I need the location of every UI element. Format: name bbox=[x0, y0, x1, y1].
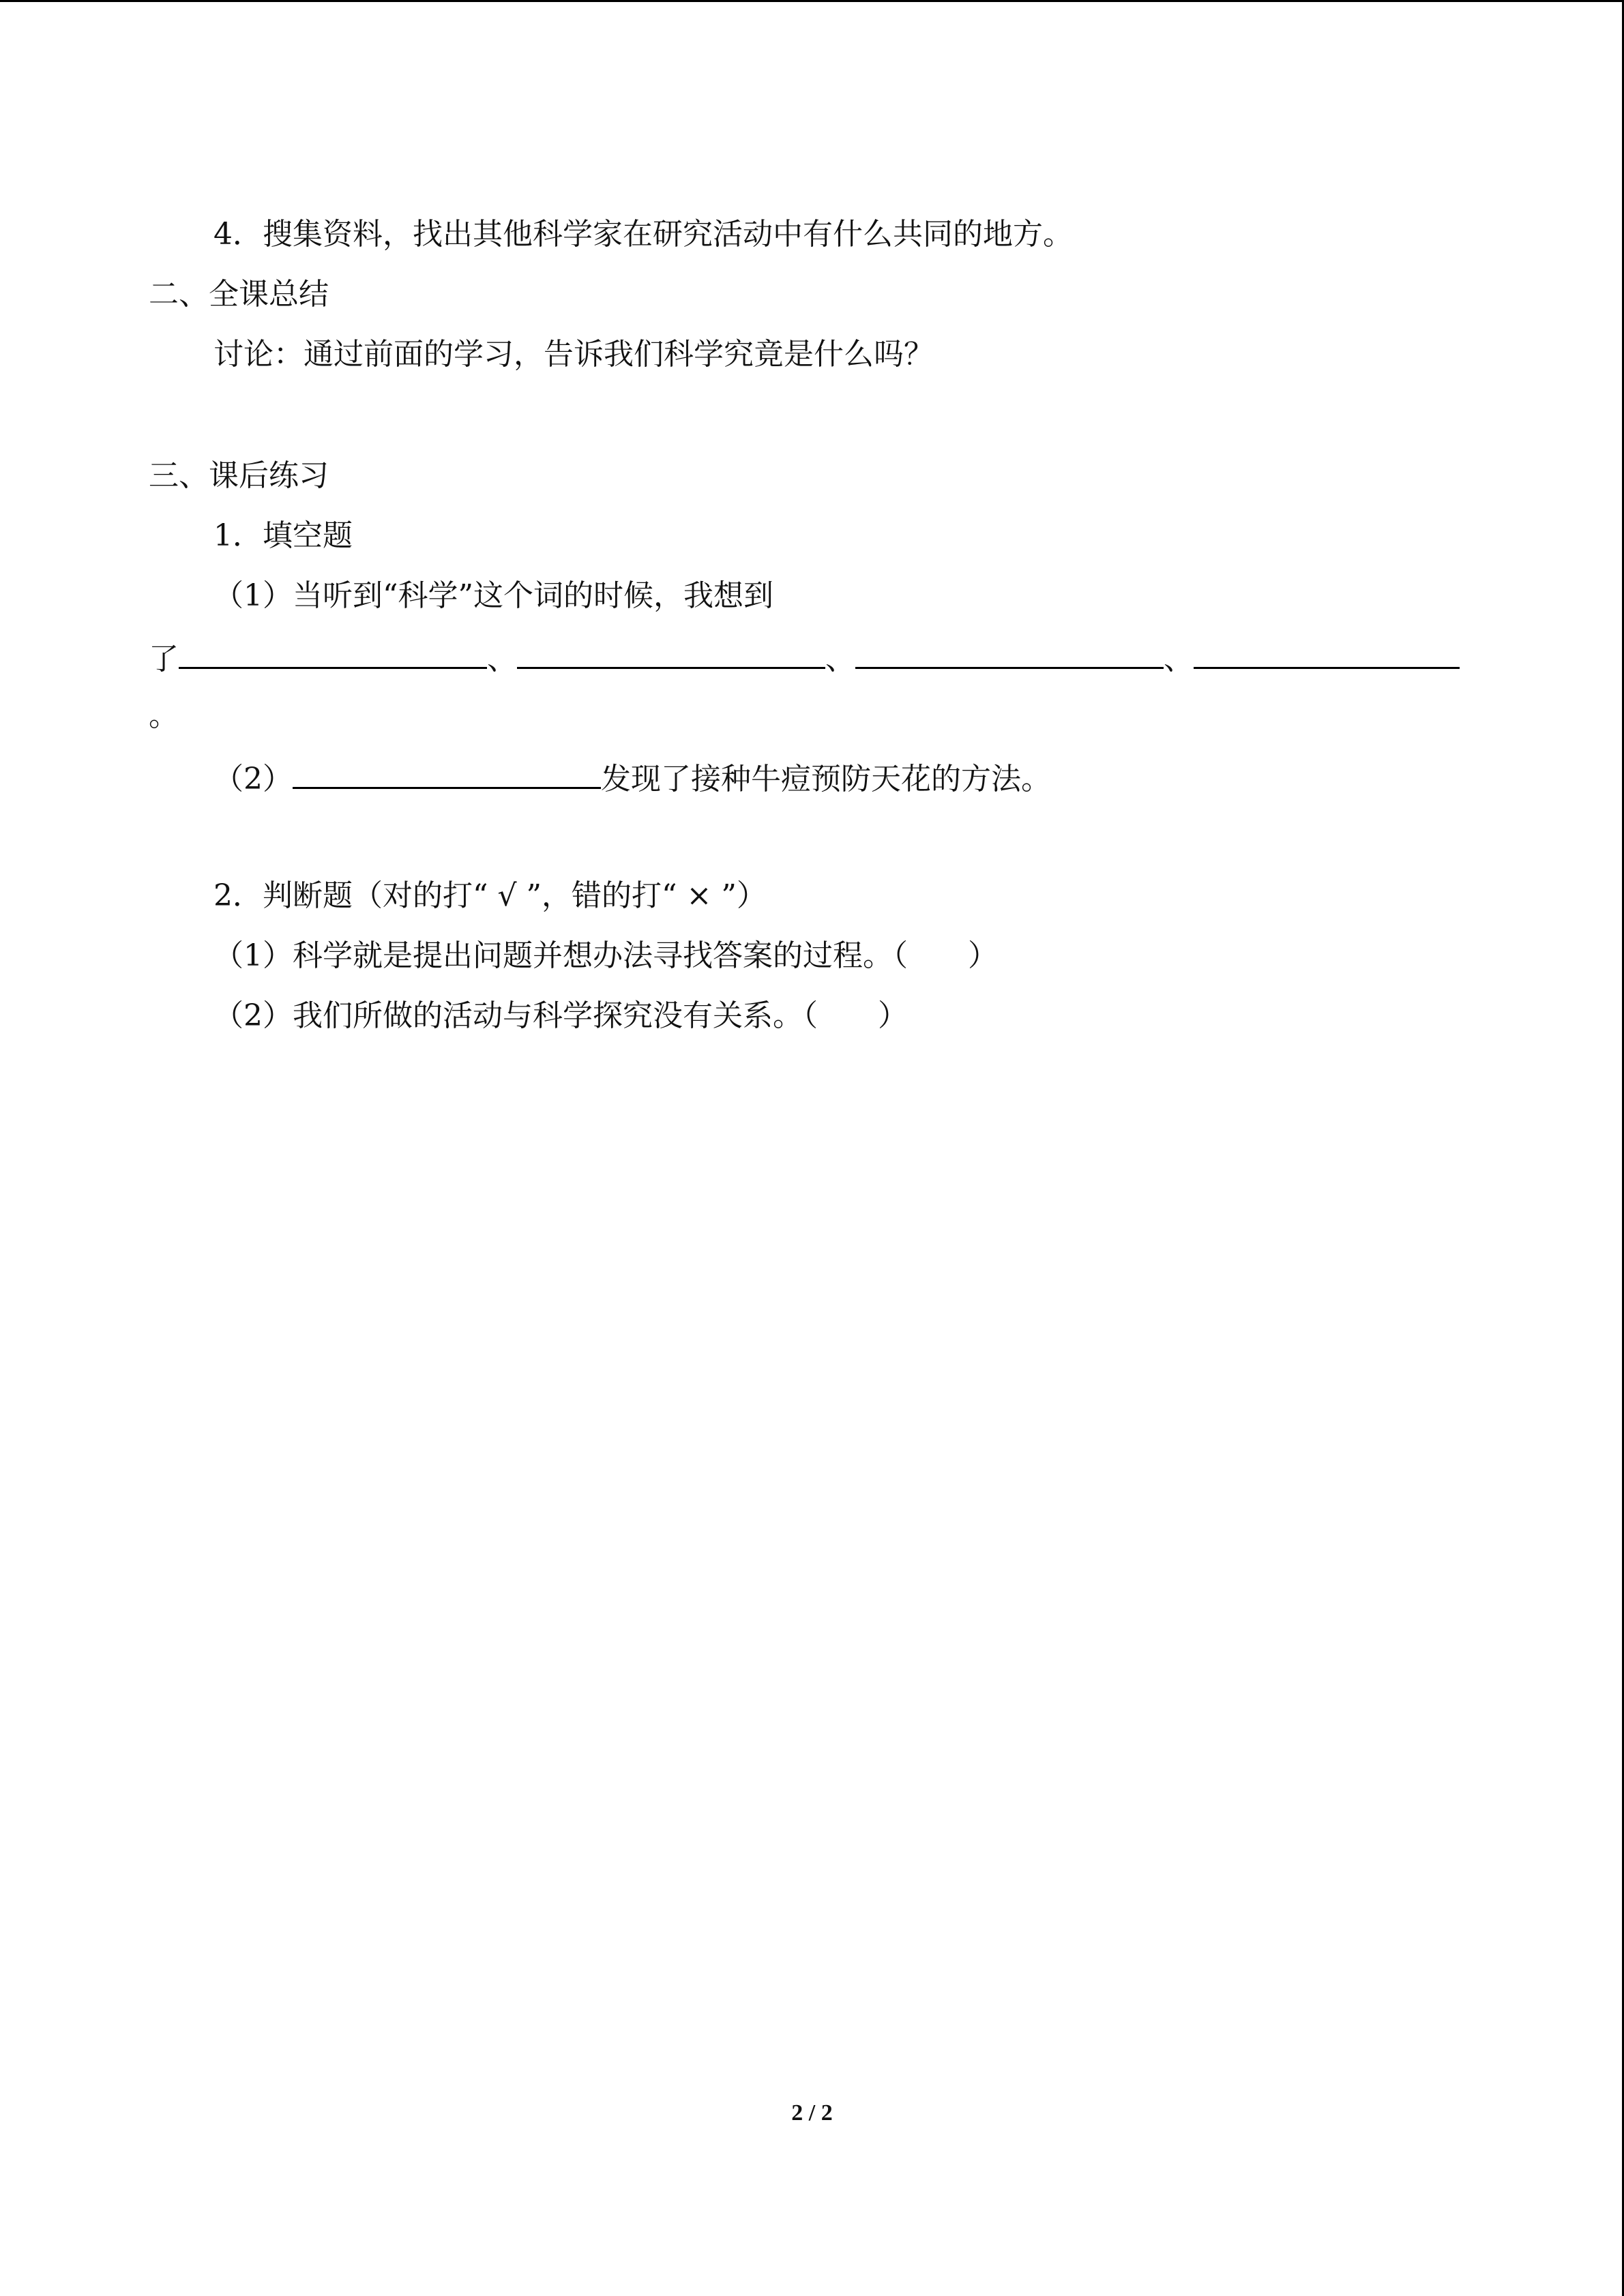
question-2-heading: 2．判断题（对的打“ √ ”，错的打“ × ”） bbox=[213, 878, 767, 913]
question-1-1-line-start: 了 bbox=[149, 642, 179, 676]
question-1-1-end-mark: 。 bbox=[149, 698, 179, 733]
separator: 、 bbox=[1164, 642, 1194, 676]
item-4-text: 4．搜集资料，找出其他科学家在研究活动中有什么共同的地方。 bbox=[213, 217, 1073, 252]
page-top-border bbox=[0, 0, 1624, 2]
question-1-2-prefix: （2） bbox=[213, 762, 293, 796]
separator: 、 bbox=[825, 642, 855, 676]
question-1-heading: 1．填空题 bbox=[213, 518, 353, 553]
fill-blank-5[interactable] bbox=[293, 757, 601, 789]
question-1-1-prompt: （1）当听到“科学”这个词的时候，我想到 bbox=[213, 578, 773, 613]
question-1-2-line bbox=[213, 757, 1051, 799]
section-2-discussion: 讨论：通过前面的学习，告诉我们科学究竟是什么吗？ bbox=[213, 337, 934, 372]
fill-blank-1[interactable] bbox=[179, 637, 487, 669]
fill-blank-4[interactable] bbox=[1194, 637, 1460, 669]
question-2-2: （2）我们所做的活动与科学探究没有关系。（ ） bbox=[213, 998, 908, 1033]
section-3-heading: 三、课后练习 bbox=[149, 458, 329, 493]
page-number: 2 / 2 bbox=[791, 2100, 833, 2126]
question-1-2-suffix: 发现了接种牛痘预防天花的方法。 bbox=[601, 762, 1051, 796]
separator: 、 bbox=[487, 642, 517, 676]
question-2-1: （1）科学就是提出问题并想办法寻找答案的过程。（ ） bbox=[213, 938, 998, 973]
section-2-heading: 二、全课总结 bbox=[149, 277, 329, 312]
fill-blank-3[interactable] bbox=[855, 637, 1164, 669]
fill-blank-2[interactable] bbox=[517, 637, 825, 669]
question-1-1-blanks-line bbox=[149, 637, 1460, 679]
